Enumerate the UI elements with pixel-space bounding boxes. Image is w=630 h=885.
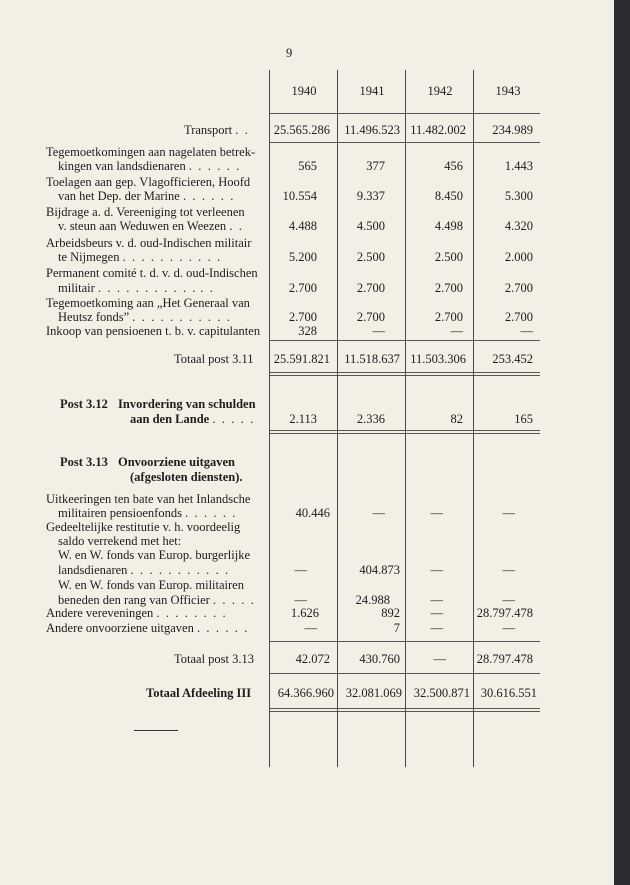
- cell: —: [450, 324, 463, 338]
- subtotal-rule: [270, 673, 540, 674]
- cell: —: [430, 563, 443, 577]
- post-313-number: Post 3.13: [60, 455, 108, 469]
- total-rule: [270, 433, 540, 434]
- cell: 5.200: [288, 250, 317, 264]
- cell: 2.500: [434, 250, 463, 264]
- cell: 8.450: [434, 189, 463, 203]
- cell: 2.000: [504, 250, 533, 264]
- cell: —: [372, 324, 385, 338]
- cell: 1.443: [504, 159, 533, 173]
- total-311-1940: 25.591.821: [273, 352, 330, 366]
- transport-1943: 234.989: [492, 123, 533, 137]
- row-label: Toelagen aan gep. Vlagofficieren, Hoofd: [46, 175, 251, 189]
- header-rule: [270, 113, 540, 114]
- total-313-1941: 430.760: [359, 652, 400, 666]
- cell: 4.498: [434, 219, 463, 233]
- post-312-number: Post 3.12: [60, 397, 108, 411]
- cell: —: [502, 593, 515, 607]
- cell: —: [294, 593, 307, 607]
- cell: 4.500: [356, 219, 385, 233]
- row-label: Gedeeltelijke restitutie v. h. voordeelig: [46, 520, 241, 534]
- subtotal-rule: [270, 641, 540, 642]
- cell: 24.988: [355, 593, 390, 607]
- row-label: te Nijmegen . . . . . . . . . . .: [58, 250, 222, 264]
- row-label: Bijdrage a. d. Vereeniging tot verleenen: [46, 205, 245, 219]
- cell: 2.700: [504, 281, 533, 295]
- row-label: Permanent comité t. d. v. d. oud-Indischen: [46, 266, 258, 280]
- total-afdeeling-1941: 32.081.069: [345, 686, 402, 700]
- total-rule: [270, 708, 540, 709]
- row-label: v. steun aan Weduwen en Weezen . .: [58, 219, 244, 233]
- cell: —: [430, 506, 443, 520]
- row-label: Tegemoetkoming aan „Het Generaal van: [46, 296, 250, 310]
- cell: —: [430, 593, 443, 607]
- cell: 28.797.478: [476, 606, 533, 620]
- total-afdeeling-1942: 32.500.871: [413, 686, 470, 700]
- total-313-label: Totaal post 3.13: [174, 652, 255, 666]
- row-label: Arbeidsbeurs v. d. oud-Indischen militair: [46, 236, 252, 250]
- page-number: 9: [286, 46, 293, 60]
- total-afdeeling-label: Totaal Afdeeling III: [146, 686, 252, 700]
- post-312-1941: 2.336: [356, 412, 385, 426]
- cell: —: [304, 621, 317, 635]
- year-header-1941: 1941: [359, 84, 385, 98]
- row-label: Inkoop van pensioenen t. b. v. capitulanten: [46, 324, 261, 338]
- row-label: kingen van landsdienaren . . . . . .: [58, 159, 241, 173]
- total-311-1942: 11.503.306: [410, 352, 466, 366]
- row-label: Andere vereveningen . . . . . . . .: [46, 606, 228, 620]
- row-label: militair . . . . . . . . . . . . .: [58, 281, 215, 295]
- cell: 2.700: [434, 281, 463, 295]
- transport-label: Transport . .: [184, 123, 250, 137]
- cell: 4.320: [504, 219, 533, 233]
- year-header-1940: 1940: [291, 84, 317, 98]
- total-313-1943: 28.797.478: [476, 652, 533, 666]
- cell: 5.300: [504, 189, 533, 203]
- post-312-title: Invordering van schulden: [118, 397, 256, 411]
- row-label: van het Dep. der Marine . . . . . .: [58, 189, 235, 203]
- scan-edge: [614, 0, 630, 885]
- cell: 2.700: [434, 310, 463, 324]
- row-label: Heutsz fonds” . . . . . . . . . . .: [58, 310, 232, 324]
- cell: —: [502, 506, 515, 520]
- transport-1940: 25.565.286: [273, 123, 330, 137]
- post-312-1942: 82: [450, 412, 463, 426]
- cell: 565: [298, 159, 317, 173]
- transport-rule: [270, 142, 540, 143]
- cell: 2.700: [356, 281, 385, 295]
- cell: 1.626: [290, 606, 319, 620]
- row-label: Uitkeeringen ten bate van het Inlandsche: [46, 492, 251, 506]
- post-312-1940: 2.113: [289, 412, 317, 426]
- cell: 892: [381, 606, 400, 620]
- row-label: W. en W. fonds van Europ. burgerlijke: [58, 548, 250, 562]
- total-rule: [270, 711, 540, 712]
- row-label: landsdienaren . . . . . . . . . . .: [58, 563, 230, 577]
- total-rule: [270, 372, 540, 373]
- row-label: Andere onvoorziene uitgaven . . . . . .: [46, 621, 249, 635]
- cell: —: [430, 621, 443, 635]
- row-label: beneden den rang van Officier . . . . .: [58, 593, 256, 607]
- cell: 2.500: [356, 250, 385, 264]
- post-312-title: aan den Lande . . . . .: [130, 412, 255, 426]
- cell: —: [372, 506, 385, 520]
- subtotal-rule: [270, 340, 540, 341]
- total-313-1942: —: [433, 652, 446, 666]
- year-header-1942: 1942: [427, 84, 453, 98]
- cell: 328: [298, 324, 317, 338]
- cell: 7: [393, 621, 400, 635]
- post-313-title: Onvoorziene uitgaven: [118, 455, 236, 469]
- cell: 404.873: [359, 563, 400, 577]
- total-313-1940: 42.072: [295, 652, 330, 666]
- closing-rule: [134, 730, 178, 731]
- cell: 2.700: [288, 310, 317, 324]
- total-afdeeling-1943: 30.616.551: [480, 686, 537, 700]
- cell: 2.700: [356, 310, 385, 324]
- transport-1942: 11.482.002: [410, 123, 466, 137]
- cell: 2.700: [288, 281, 317, 295]
- post-312-1943: 165: [514, 412, 533, 426]
- total-311-1943: 253.452: [492, 352, 533, 366]
- cell: —: [430, 606, 443, 620]
- cell: —: [294, 563, 307, 577]
- row-label: militairen pensioenfonds . . . . . .: [58, 506, 238, 520]
- total-afdeeling-1940: 64.366.960: [277, 686, 334, 700]
- year-header-1943: 1943: [495, 84, 521, 98]
- post-313-title: (afgesloten diensten).: [130, 470, 243, 484]
- row-label: W. en W. fonds van Europ. militairen: [58, 578, 244, 592]
- row-label: saldo verrekend met het:: [58, 534, 182, 548]
- cell: 377: [366, 159, 385, 173]
- cell: 10.554: [282, 189, 317, 203]
- cell: 456: [444, 159, 463, 173]
- cell: 2.700: [504, 310, 533, 324]
- cell: 40.446: [295, 506, 330, 520]
- transport-1941: 11.496.523: [344, 123, 400, 137]
- cell: 9.337: [356, 189, 385, 203]
- row-label: Tegemoetkomingen aan nagelaten betrek-: [46, 145, 256, 159]
- total-rule: [270, 430, 540, 431]
- total-311-label: Totaal post 3.11: [174, 352, 254, 366]
- total-311-1941: 11.518.637: [344, 352, 400, 366]
- cell: 4.488: [288, 219, 317, 233]
- total-rule: [270, 375, 540, 376]
- cell: —: [520, 324, 533, 338]
- cell: —: [502, 563, 515, 577]
- cell: —: [502, 621, 515, 635]
